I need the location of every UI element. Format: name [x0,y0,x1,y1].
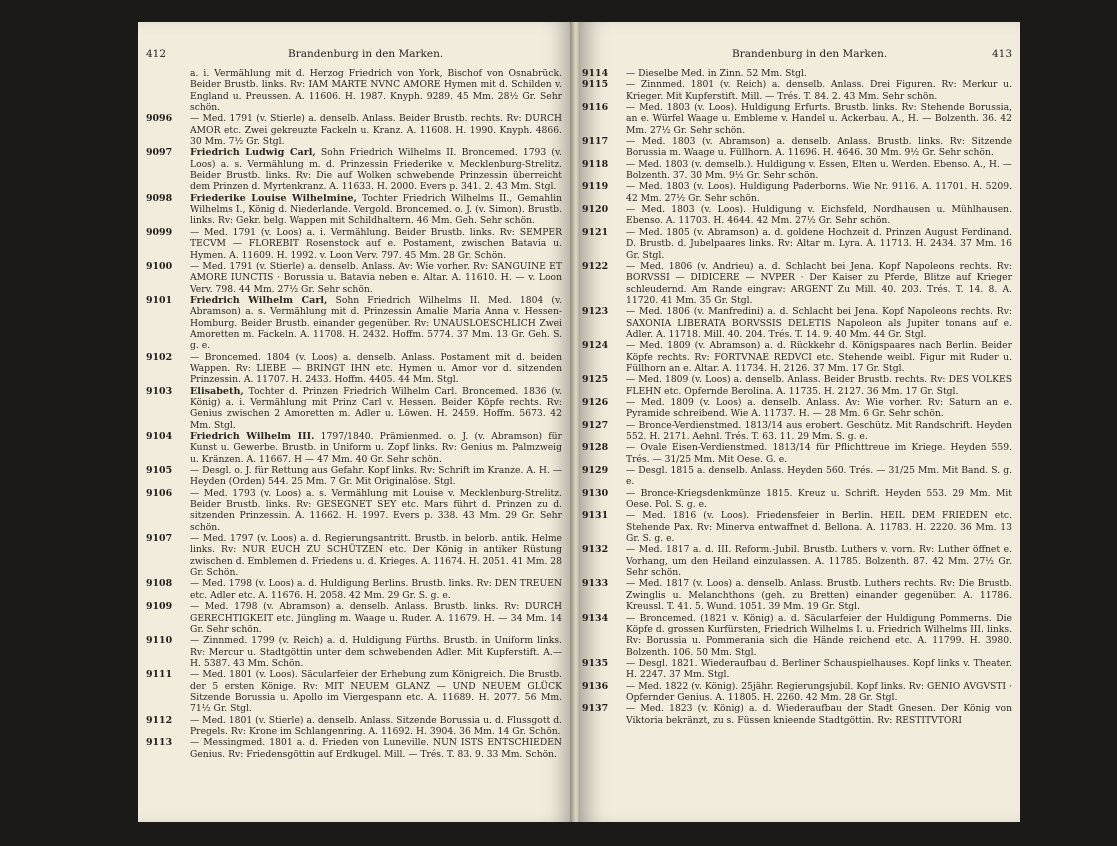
entry-description: — Med. 1801 (v. Stierle) a. denselb. Anlass. Sitzende Borussia u. d. Flussgott d. Pregels. Rv: Krone im Schlangenring. A. 11692. H. 3904. 36 Mm. 14 Gr. Schön. [190,714,562,737]
entry-text [626,204,1012,226]
entry-description: — Med. 1797 (v. Loos) a. d. Regierungsantritt. Brustb. in belorb. antik. Helme links. Rv: NUR EUCH ZU SCHÜTZEN etc. Der König in antiker Rüstung zwischen d. Emblemen d. Friedens u. d. Krieges. A. 11674. H. 2051. 41 Mm. 28 Gr. Schön. [190,533,562,579]
right-running-title: Brandenburg in den Marken. [732,48,888,60]
entry-text [626,227,1012,261]
entry-number: 9115 [582,79,609,91]
entry-number: 9112 [146,714,173,726]
entry-number: 9113 [146,737,173,749]
catalog-entry [582,658,1012,681]
entry-text [190,488,562,533]
entry-description: 1797/1840. Prämienmed. o. J. (v. Abramson) für Kunst u. Gewerbe. Brustb. in Uniform u. Zopf links. Rv: Genius m. Palmzweig u. Kränzen. A. 11667. H — 47 Mm. 40 Gr. Sehr schön. [190,431,562,465]
entry-text [626,442,1012,464]
entry-number: 9105 [146,465,173,477]
entry-text [626,340,1012,374]
entry-number: 9117 [582,136,609,148]
catalog-entry [146,488,562,533]
entry-description: — Med. 1791 (v. Stierle) a. denselb. Anlass. Beider Brustb. rechts. Rv: DURCH AMOR etc. Zwei gekreuzte Fackeln u. Kranz. A. 11608. H. 1990. Knyph. 4866. 30 Mm. 7½ Gr. Stgl. [190,113,562,148]
entry-number: 9129 [582,465,609,477]
entry-description: Sohn Friedrich Wilhelms II. Broncemed. 1793 (v. Loos) a. s. Vermählung m. d. Prinzessin Friederike v. Mecklenburg-Strelitz. Beider Brustb. links. Rv: Die auf Wolken schwebende Prinzessin überreicht dem Prinzen d. Myrtenkranz. A. 11633. H. 2000. Evers p. 341. 2. 43 Mm. Stgl. [190,147,563,193]
entry-text [626,420,1012,442]
entry-description: — Med. 1809 (v. Loos) a. denselb. Anlass. Av: Wie vorher. Rv: Saturn an e. Pyramide schreibend. Wie A. 11737. H. — 28 Mm. 6 Gr. Sehr schön. [626,396,1012,420]
catalog-entry [582,488,1012,511]
catalog-entry [582,68,1012,79]
catalog-entry [146,715,562,738]
entry-description: — Ovale Eisen-Verdienstmed. 1813/14 für Pflichttreue im Kriege. Heyden 559. Trés. — 31/25 Mm. Mit Oese. G. e. [626,442,1012,465]
entry-description: — Med. 1798 (v. Loos) a. d. Huldigung Berlins. Brustb. links. Rv: DEN TREUEN etc. Adler etc. A. 11676. H. 2058. 42 Mm. 29 Gr. S. g. e. [190,578,562,601]
entry-description: — Med. 1793 (v. Loos) a. s. Vermählung mit Louise v. Mecklenburg-Strelitz. Beider Brustb. links. Rv: GESEGNET SEY etc. Mars führt d. Prinzen zu d. sitzenden Prinzessin. A. 11662. H. 1997. Evers p. 338. 43 Mm. 29 Gr. Sehr schön. [190,487,562,533]
entry-description: a. i. Vermählung mit d. Herzog Friedrich von York, Bischof von Osnabrück. Beider Brustb. links. Rv: IAM MARTE NVNC AMORE Hymen mit d. Schilden v. England u. Preussen. A. 11606. H. 1987. Knyph. 9289. 45 Mm. 28½ Gr. Sehr schön. [190,68,562,114]
entry-description: — Med. 1809 (v. Loos) a. denselb. Anlass. Beider Brustb. rechts. Rv: DES VOLKES FLEHN etc. Opfernde Berolina. A. 11735. H. 2127. 36 Mm. 17 Gr. Stgl. [626,374,1012,397]
right-page [580,22,1020,822]
entry-text [626,261,1012,306]
entry-number: 9118 [582,158,609,170]
entry-number: 9124 [582,340,609,352]
entry-description: — Med. 1823 (v. König) a. d. Wiederaufbau der Stadt Gnesen. Der König von Viktoria bekränzt, zu s. Füssen knieende Stadtgöttin. Rv: RESTITVTORI [626,703,1012,726]
catalog-entry [146,737,562,760]
catalog-entry [146,147,562,192]
entry-description: — Med. 1805 (v. Abramson) a. d. goldene Hochzeit d. Prinzen August Ferdinand. D. Brustb. d. Jubelpaares links. Rv: Altar m. Lyra. A. 11713. H. 2434. 37 Mm. 16 Gr. Stgl. [626,226,1012,261]
entry-description: — Bronce-Kriegsdenkmünze 1815. Kreuz u. Schrift. Heyden 553. 29 Mm. Mit Oese. Pol. S. g. e. [626,487,1012,511]
left-page [138,22,572,822]
entry-description: — Dieselbe Med. in Zinn. 52 Mm. Stgl. [626,68,807,79]
catalog-entry [582,136,1012,159]
entry-number: 9101 [146,294,173,306]
entry-description: — Med. 1803 (v. Abramson) a. denselb. Anlass. Brustb. links. Rv: Sitzende Borussia m. Waage u. Füllhorn. A. 11696. H. 4646. 30 Mm. 9½ Gr. Sehr schön. [626,136,1012,159]
entry-number: 9102 [146,351,173,363]
catalog-entry [146,431,562,465]
entry-number: 9137 [582,703,609,715]
catalog-entry [582,510,1012,544]
entry-text [190,465,562,487]
entry-number: 9100 [146,260,173,272]
entry-number: 9116 [582,102,609,114]
catalog-entry [146,193,562,227]
entry-text [190,533,562,578]
entry-text [626,68,807,79]
entry-text [626,613,1012,658]
entry-description: — Bronce-Verdienstmed. 1813/14 aus erobert. Geschütz. Mit Randschrift. Heyden 552. H. 2171. Aehnl. Trés. T. 63. 11. 29 Mm. S. g. e. [626,419,1012,442]
entry-description: — Med. 1803 (v. Loos). Huldigung Erfurts. Brustb. links. Rv: Stehende Borussia, an e. Würfel Waage u. Embleme v. Handel u. Ackerbau. A., H. — Bolzenth. 36. 42 Mm. 27½ Gr. Sehr schön. [626,102,1012,136]
entry-text [626,578,1012,612]
entry-number: 9107 [146,533,173,545]
entry-text [626,159,1012,181]
entry-text [190,113,562,147]
entry-number: 9135 [582,657,609,669]
entry-text [626,681,1012,703]
entry-number: 9099 [146,226,173,238]
entry-description: — Med. 1817 (v. Loos) a. denselb. Anlass. Brustb. Luthers rechts. Rv: Die Brustb. Zwinglis u. Melanchthons (geh. zu Bretten) einander gegenüber. A. 11786. Kreussl. T. 41. 5. Wund. 1051. 39 Mm. 19 Gr. Stgl. [626,578,1012,613]
catalog-entry [582,79,1012,102]
entry-number: 9098 [146,192,173,204]
entry-description: — Med. 1803 (v. demselb.). Huldigung v. Essen, Elten u. Werden. Ebenso. A., H. — Bolzenth. 37. 30 Mm. 9½ Gr. Sehr schön. [626,158,1012,182]
entry-number: 9136 [582,680,609,692]
catalog-entry [582,340,1012,374]
entry-number: 9104 [146,431,173,442]
entry-text [190,386,562,431]
entry-description: — Zinnmed. 1801 (v. Reich) a. denselb. Anlass. Drei Figuren. Rv: Merkur u. Krieger. Mit Kupferstift. Mill. — Trés. T. 84. 2. 43 Mm. Sehr schön. [626,79,1012,102]
catalog-entry [146,465,562,488]
catalog-entry [146,601,562,635]
entry-description: — Desgl. o. J. für Rettung aus Gefahr. Kopf links. Rv: Schrift im Kranze. A. H. — Heyden (Orden) 544. 25 Mm. 7 Gr. Mit Originalöse. Stgl. [190,465,562,488]
catalog-entry [582,397,1012,420]
right-page-number: 413 [991,48,1012,60]
entry-text [626,510,1012,544]
entry-text [190,227,562,261]
entry-description: — Desgl. 1821. Wiederaufbau d. Berliner Schauspielhauses. Kopf links v. Theater. H. 2247. 37 Mm. Stgl. [626,657,1012,681]
entry-number: 9103 [146,385,173,397]
entry-text [626,465,1012,487]
entry-description: — Broncemed. 1804 (v. Loos) a. denselb. Anlass. Postament mit d. beiden Wappen. Rv: LIEBE — BRINGT IHN etc. Hymen u. Amor vor d. sitzenden Prinzessin. A. 11707. H. 2433. Hoffm. 4405. 44 Mm. Stgl. [190,351,562,386]
entry-text [626,544,1012,578]
entry-text [626,703,1012,725]
entry-description: — Med. 1803 (v. Loos). Huldigung Paderborns. Wie Nr. 9116. A. 11701. H. 5209. 42 Mm. 27½ Gr. Sehr schön. [626,181,1012,204]
entry-description: — Med. 1803 (v. Loos). Huldigung v. Eichsfeld, Nordhausen u. Mühlhausen. Ebenso. A. 11703. H. 4644. 42 Mm. 27½ Gr. Sehr schön. [626,204,1012,227]
entry-description: Tochter d. Prinzen Friedrich Wilhelm Carl. Broncemed. 1836 (v. König) a. i. Vermählung mit Prinz Carl v. Hessen. Beider Köpfe rechts. Rv: Genius zwischen 2 Amoretten m. Adler u. Löwen. H. 2459. Hoffm. 5673. 42 Mm. Stgl. [190,385,562,431]
entry-text [190,669,562,714]
entry-description: — Messingmed. 1801 a. d. Frieden von Luneville. NUN ISTS ENTSCHIEDEN Genius. Rv: Friedensgöttin auf Erdkugel. Mill. — Trés. T. 83. 9. 33 Mm. Schön. [190,737,562,760]
entry-text [190,352,562,386]
entry-description: — Zinnmed. 1799 (v. Reich) a. d. Huldigung Fürths. Brustb. in Uniform links. Rv: Mercur u. Stadtgöttin unter dem schwebenden Adler. Mit Kupferstift. A.— H. 5387. 43 Mm. Schön. [190,635,562,669]
entry-number: 9120 [582,204,609,216]
entry-text [190,578,562,600]
entry-description: — Desgl. 1815 a. denselb. Anlass. Heyden 560. Trés. — 31/25 Mm. Mit Band. S. g. e. [626,465,1012,488]
entry-number: 9128 [582,442,609,454]
left-entries [146,68,562,760]
catalog-entry [146,352,562,386]
entry-description: — Med. 1809 (v. Abramson) a. d. Rückkehr d. Königspaares nach Berlin. Beider Köpfe rechts. Rv: FORTVNAE REDVCI etc. Stehende weibl. Figur mit Ruder u. Füllhorn an e. Altar. A. 11734. H. 2126. 37 Mm. 17 Gr. Stgl. [626,340,1012,374]
entry-name: Elisabeth, [190,385,244,397]
entry-number: 9109 [146,601,173,613]
entry-number: 9132 [582,544,609,556]
entry-description: — Med. 1801 (v. Loos). Säcularfeier der Erhebung zum Königreich. Die Brustb. der 5 ersten Könige. Rv: MIT NEUEM GLANZ — UND NEUEM GLÜCK Sitzende Borussia u. Apollo im Viergespann etc. A. 11689. H. 2077. 56 Mm. 71½ Gr. Stgl. [190,669,562,715]
entry-description: — Broncemed. (1821 v. König) a. d. Säcularfeier der Huldigung Pommerns. Die Köpfe d. grossen Kurfürsten, Friedrich Wilhelms I. u. Friedrich Wilhelms III. links. Rv: Borussia u. Pommerania sich die Hände reichend etc. A. 11799. H. 3980. Bolzenth. 106. 50 Mm. Stgl. [626,612,1012,658]
catalog-entry [582,261,1012,306]
entry-text [190,635,562,669]
catalog-entry [146,386,562,431]
entry-text [626,488,1012,510]
entry-text [626,397,1012,419]
entry-text [190,147,562,192]
entry-text [190,715,562,737]
entry-description: Sohn Friedrich Wilhelms II. Med. 1804 (v. Abramson) a. s. Vermählung mit d. Prinzessin Amalie Maria Anna v. Hessen-Homburg. Beider Brustb. einander gegenüber. Rv: UNAUSLOESCHLICH Zwei Amoretten m. Fackeln. A. 11708. H. 2432. Hoffm. 5774. 37 Mm. 13 Gr. Geh. S. g. e. [190,294,562,352]
right-entries [582,68,1012,726]
entry-number: 9123 [582,306,609,318]
entry-number: 9114 [582,68,609,79]
entry-text [626,306,1012,340]
entry-number: 9096 [146,113,173,125]
catalog-entry [582,613,1012,658]
entry-number: 9127 [582,419,609,431]
entry-number: 9097 [146,147,173,159]
catalog-entry [582,159,1012,182]
catalog-entry [582,374,1012,397]
catalog-entry [582,681,1012,704]
entry-text [626,658,1012,680]
entry-number: 9106 [146,487,173,499]
entry-text [190,193,562,227]
entry-text [190,601,562,635]
entry-text [626,181,1012,203]
entry-description: — Med. 1816 (v. Loos). Friedensfeier in Berlin. HEIL DEM FRIEDEN etc. Stehende Pax. Rv: Minerva entwaffnet d. Bellona. A. 11783. H. 2220. 36 Mm. 13 Gr. S. g. e. [626,510,1012,545]
entry-text [626,79,1012,101]
entry-description: — Med. 1822 (v. König). 25jähr. Regierungsjubil. Kopf links. Rv: GENIO AVGVSTI · Opfernder Genius. A. 11805. H. 2260. 42 Mm. 28 Gr. Stgl. [626,680,1012,703]
entry-description: Tochter Friedrich Wilhelms II., Gemahlin Wilhelms I., König d. Niederlande. Vergold. Broncemed. o. J. (v. Simon). Brustb. links. Rv: Gekr. belg. Wappen mit Schildhaltern. 46 Mm. Geh. Sehr schön. [190,192,563,227]
entry-text [626,136,1012,158]
entry-number: 9110 [146,635,173,647]
catalog-entry [146,635,562,669]
entry-text [190,431,562,465]
entry-description: — Med. 1806 (v. Manfredini) a. d. Schlacht bei Jena. Kopf Napoleons rechts. Rv: SAXONIA LIBERATA BORVSSIS DELETIS Napoleon als Jupiter tonans auf e. Adler. A. 11718. Mill. 40. 204. Trés. T. 14. 9. 40 Mm. 44 Gr. Stgl. [626,306,1012,340]
catalog-entry [582,227,1012,261]
catalog-entry [146,227,562,261]
left-page-number: 412 [146,48,167,60]
entry-text [190,261,562,295]
catalog-entry [582,703,1012,726]
catalog-entry [582,102,1012,136]
entry-number: 9130 [582,487,609,499]
entry-number: 9119 [582,181,609,193]
entry-description: — Med. 1806 (v. Andrieu) a. d. Schlacht bei Jena. Kopf Napoleons rechts. Rv: BORVSSI — DIDICERE — NVPER · Der Kaiser zu Pferde, Blitze auf Krieger schleudernd. Am Rande eingrav: ARGENT Zu Mill. 40. 203. Trés. T. 14. 8. A. 11720. 41 Mm. 35 Gr. Stgl. [626,260,1012,306]
entry-number: 9111 [146,669,173,681]
entry-name: Friedrich Wilhelm Carl, [190,294,328,306]
entry-number: 9121 [582,226,609,238]
entry-description: — Med. 1817 a. d. III. Reform.-Jubil. Brustb. Luthers v. vorn. Rv: Luther öffnet e. Vorhang, um den Heiland einzulassen. A. 11785. Bolzenth. 87. 42 Mm. 27½ Gr. Sehr schön. [626,544,1012,579]
entry-number: 9134 [582,612,609,624]
entry-number: 9108 [146,578,173,590]
entry-text [626,374,1012,396]
catalog-entry [582,204,1012,227]
entry-number: 9122 [582,260,609,272]
entry-name: Friedrich Wilhelm III. [190,431,315,442]
entry-text [626,102,1012,136]
catalog-entry [146,669,562,714]
entry-name: Friederike Louise Wilhelmine, [190,192,357,204]
entry-number: 9133 [582,578,609,590]
entry-number: 9131 [582,510,609,522]
catalog-entry [146,113,562,147]
entry-description: — Med. 1798 (v. Abramson) a. denselb. Anlass. Brustb. links. Rv: DURCH GERECHTIGKEIT etc. Jüngling m. Waage u. Ruder. A. 11679. H. — 34 Mm. 14 Gr. Sehr schön. [190,601,562,635]
catalog-entry [146,261,562,295]
catalog-entry [146,68,562,113]
entry-number: 9126 [582,396,609,408]
catalog-entry [582,306,1012,340]
catalog-entry [582,442,1012,465]
catalog-entry [582,578,1012,612]
entry-number: 9125 [582,374,609,386]
entry-text [190,68,562,113]
entry-text [190,737,562,759]
catalog-entry [146,578,562,601]
catalog-entry [582,465,1012,488]
left-running-title: Brandenburg in den Marken. [288,48,444,60]
catalog-entry [146,295,562,352]
entry-name: Friedrich Ludwig Carl, [190,147,316,159]
catalog-entry [582,181,1012,204]
catalog-entry [582,420,1012,443]
catalog-entry [582,544,1012,578]
entry-text [190,295,562,351]
entry-description: — Med. 1791 (v. Stierle) a. denselb. Anlass. Av: Wie vorher. Rv: SANGUINE ET AMORE IUNCTIS · Borussia u. Batavia neben e. Altar. A. 11610. H. — v. Loon Verv. 798. 44 Mm. 27½ Gr. Sehr schön. [190,260,562,295]
catalog-entry [146,533,562,578]
entry-description: — Med. 1791 (v. Loos) a. i. Vermählung. Beider Brustb. links. Rv: SEMPER TECVM — FLOREBIT Rosenstock auf e. Postament, zwischen Batavia u. Hymen. A. 11609. H. 1992. v. Loon Verv. 797. 45 Mm. 28 Gr. Schön. [190,226,562,261]
